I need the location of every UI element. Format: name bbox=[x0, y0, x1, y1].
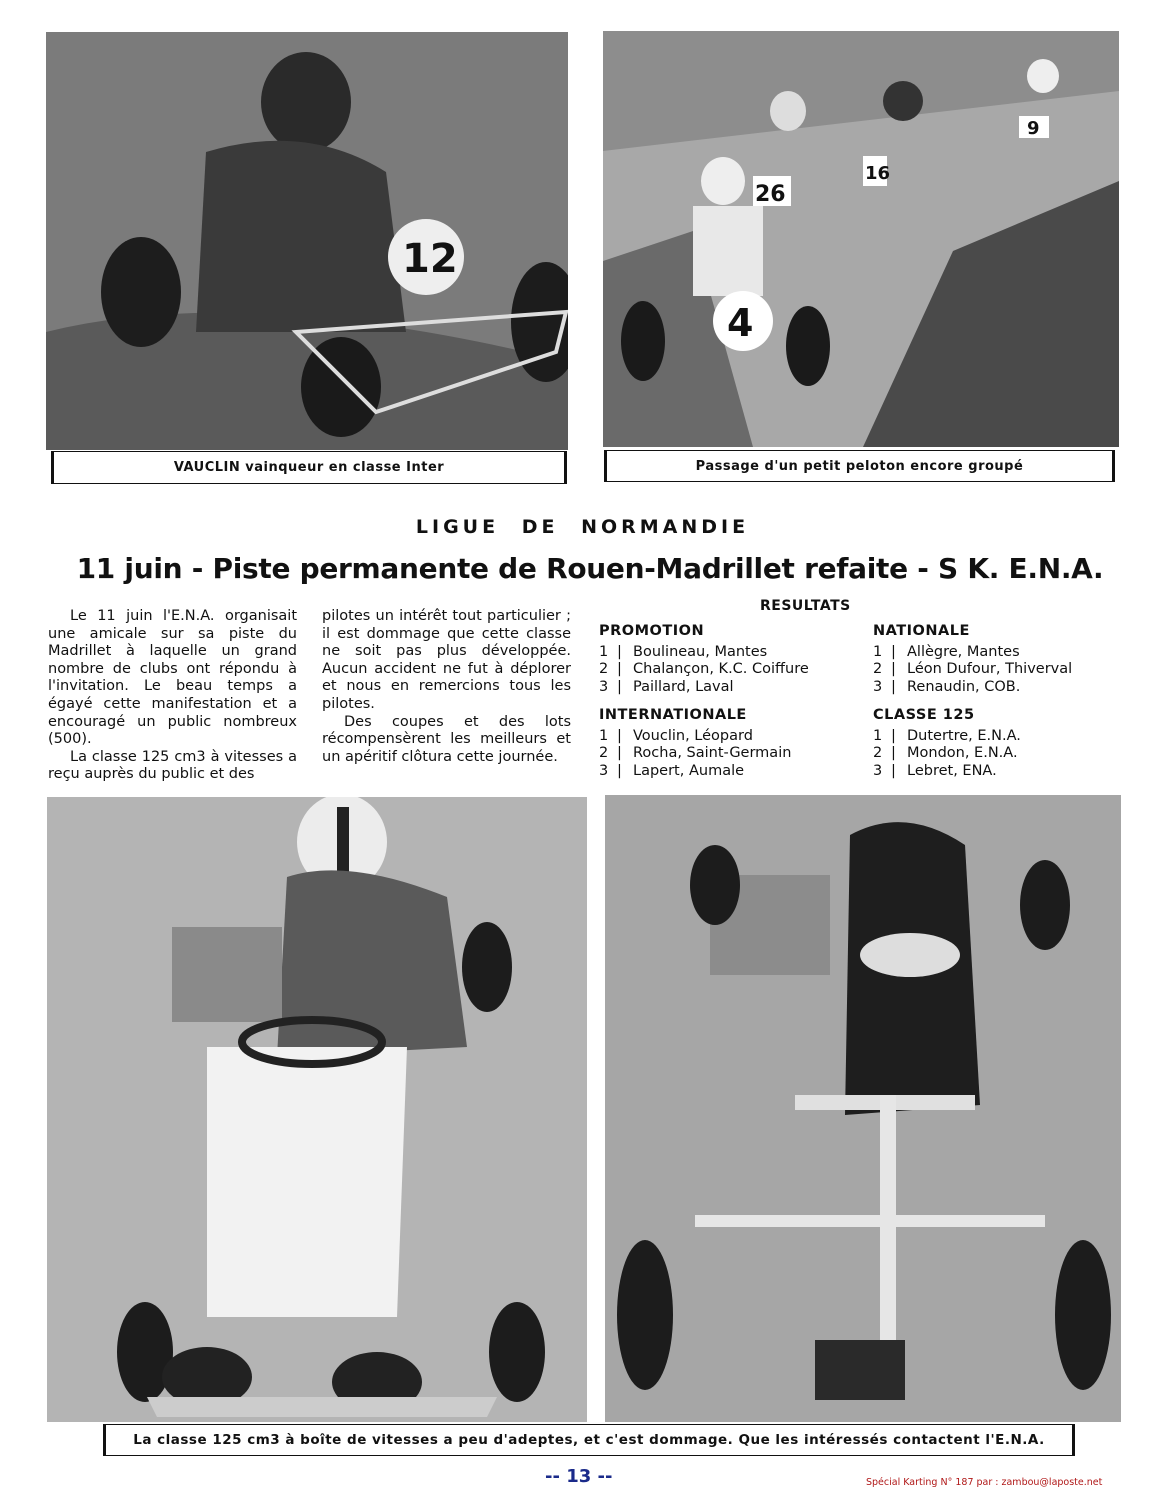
article-col2-paragraph-2: Des coupes et des lots récompensèrent les meilleurs et un apéritif clôtura cette journée. bbox=[322, 713, 571, 765]
footer-credit: Spécial Karting N° 187 par : zambou@laposte.net bbox=[866, 1477, 1103, 1488]
results-rank: 2 bbox=[599, 745, 609, 762]
results-separator: | bbox=[891, 727, 896, 744]
caption-top-right-text: Passage d'un petit peloton encore groupé bbox=[695, 458, 1024, 474]
caption-top-left bbox=[51, 451, 567, 484]
results-rank: 3 bbox=[873, 678, 883, 695]
results-classe125 bbox=[873, 707, 1021, 780]
results-name: Mondon, E.N.A. bbox=[907, 745, 1018, 762]
results-name: Lapert, Aumale bbox=[633, 762, 745, 779]
results-row bbox=[599, 661, 809, 679]
caption-bottom bbox=[103, 1424, 1075, 1456]
caption-bottom-text: La classe 125 cm3 à boîte de vitesses a peu d'adeptes, et c'est dommage. Que les intéressés contactent l'E.N.A. bbox=[133, 1432, 1045, 1448]
results-rank: 2 bbox=[873, 745, 883, 762]
headline: 11 juin - Piste permanente de Rouen-Madrillet refaite - S K. E.N.A. bbox=[76, 552, 1104, 585]
results-name: Allègre, Mantes bbox=[907, 643, 1020, 660]
results-internationale-heading: INTERNATIONALE bbox=[599, 707, 747, 723]
results-rank: 1 bbox=[599, 727, 609, 744]
results-classe125-heading: CLASSE 125 bbox=[873, 707, 975, 723]
results-separator: | bbox=[891, 661, 896, 678]
results-name: Vouclin, Léopard bbox=[633, 727, 753, 744]
results-name: Dutertre, E.N.A. bbox=[907, 727, 1021, 744]
photo-peloton bbox=[603, 31, 1119, 447]
results-nationale bbox=[873, 623, 1072, 696]
photo-125cc-driver bbox=[47, 797, 587, 1422]
article-col2-paragraph-1: pilotes un intérêt tout particulier ; il est dommage que cette classe ne soit pas plus développée. Aucun accident ne fut à déplorer et nous en remercions tous les pilotes. bbox=[322, 608, 571, 712]
results-separator: | bbox=[617, 727, 622, 744]
results-separator: | bbox=[617, 678, 622, 695]
results-rank: 1 bbox=[873, 643, 883, 660]
page-number: -- 13 -- bbox=[545, 1466, 613, 1487]
results-rank: 1 bbox=[873, 727, 883, 744]
results-nationale-heading: NATIONALE bbox=[873, 623, 970, 639]
results-row bbox=[873, 745, 1021, 763]
results-separator: | bbox=[891, 643, 896, 660]
results-rank: 3 bbox=[599, 678, 609, 695]
article-column-1 bbox=[48, 608, 297, 784]
results-name: Paillard, Laval bbox=[633, 678, 734, 695]
article-col1-paragraph-2: La classe 125 cm3 à vitesses a reçu auprès du public et des bbox=[48, 748, 297, 783]
results-separator: | bbox=[617, 745, 622, 762]
results-name: Boulineau, Mantes bbox=[633, 643, 768, 660]
results-row bbox=[873, 679, 1072, 697]
results-rank: 2 bbox=[599, 661, 609, 678]
results-rank: 3 bbox=[599, 762, 609, 779]
svg-text:12: 12 bbox=[402, 236, 458, 282]
caption-top-right bbox=[604, 450, 1115, 482]
results-name: Léon Dufour, Thiverval bbox=[907, 661, 1073, 678]
svg-text:9: 9 bbox=[1027, 118, 1040, 139]
results-promotion-heading: PROMOTION bbox=[599, 623, 705, 639]
results-row bbox=[873, 644, 1072, 662]
results-internationale bbox=[599, 707, 791, 780]
results-row bbox=[599, 644, 809, 662]
article-column-2 bbox=[322, 608, 571, 766]
svg-text:16: 16 bbox=[865, 163, 891, 184]
results-row bbox=[599, 763, 791, 781]
results-row bbox=[873, 661, 1072, 679]
results-separator: | bbox=[891, 678, 896, 695]
section-label: LIGUE DE NORMANDIE bbox=[415, 516, 750, 538]
results-rank: 3 bbox=[873, 762, 883, 779]
results-row bbox=[873, 728, 1021, 746]
article-col1-paragraph-1: Le 11 juin l'E.N.A. organisait une amicale sur sa piste du Madrillet à laquelle un grand nombre de clubs ont répondu à l'invitation. Le beau temps a égayé cette manifestation et a encouragé un public nombreux (500). bbox=[48, 608, 297, 748]
results-name: Rocha, Saint-Germain bbox=[633, 745, 792, 762]
caption-top-left-text: VAUCLIN vainqueur en classe Inter bbox=[173, 460, 445, 475]
results-title: RESULTATS bbox=[760, 598, 851, 614]
photo-125cc-kart bbox=[605, 795, 1121, 1422]
results-row bbox=[599, 745, 791, 763]
svg-text:4: 4 bbox=[727, 301, 754, 345]
results-row bbox=[599, 728, 791, 746]
results-row bbox=[873, 763, 1021, 781]
results-separator: | bbox=[617, 762, 622, 779]
results-separator: | bbox=[891, 745, 896, 762]
results-promotion bbox=[599, 623, 809, 696]
results-name: Lebret, ENA. bbox=[907, 762, 997, 779]
results-separator: | bbox=[617, 661, 622, 678]
photo-vauclin-kart bbox=[46, 32, 568, 450]
results-rank: 1 bbox=[599, 643, 609, 660]
results-rank: 2 bbox=[873, 661, 883, 678]
svg-text:26: 26 bbox=[755, 182, 786, 207]
results-separator: | bbox=[891, 762, 896, 779]
results-separator: | bbox=[617, 643, 622, 660]
results-row bbox=[599, 679, 809, 697]
results-name: Chalançon, K.C. Coiffure bbox=[633, 661, 809, 678]
results-name: Renaudin, COB. bbox=[907, 678, 1021, 695]
